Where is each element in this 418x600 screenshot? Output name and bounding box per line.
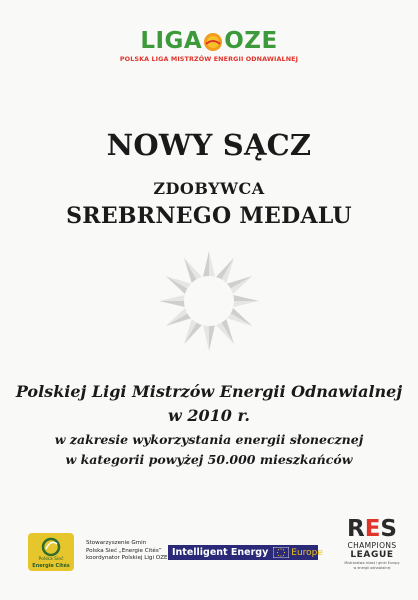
star-center [184,276,234,326]
res-small1: Mistrzostwa miast i gmin Europy [344,561,400,565]
liga-oze-wordmark [140,30,277,53]
res-s: S [380,516,397,542]
liga-oze-logo [0,30,418,63]
association-line1: Stowarzyszenie Gmin [86,540,147,546]
scope-line: w zakresie wykorzystania energii słonecznej [54,432,364,447]
year-line: w 2010 r. [168,406,250,425]
medal-label: SREBRNEGO MEDALU [66,203,352,229]
sun-icon [203,32,223,52]
energie-cites-logo [28,533,74,571]
association-text [86,540,168,563]
pse-logo-line1: Polska Sieć [38,557,64,562]
res-small2: w energii odnawialnej [353,566,391,571]
res-wordmark [344,518,400,540]
res-r: R [346,516,365,542]
res-e: E [364,516,381,542]
wordmark-left: LIGA [140,28,203,54]
category-line: w kategorii powyżej 50.000 mieszkańców [65,452,353,467]
city-title: NOWY SĄCZ [106,128,312,162]
leaf-ring-icon [40,537,62,557]
logo-subtitle: POLSKA LIGA MISTRZÓW ENERGII ODNAWIALNEJ [119,55,299,63]
wordmark-right: OZE [224,28,278,54]
eu-flag-icon [273,547,289,558]
res-champions-league-logo [344,518,400,570]
intelligent-energy-suffix: Europe [291,547,323,558]
winner-label: ZDOBYWCA [153,179,265,198]
league-line: Polskiej Ligi Mistrzów Energii Odnawialnej [15,382,403,401]
res-line2: LEAGUE [350,550,394,560]
association-line3: koordynator Polskiej Ligi OZE [86,555,168,562]
pse-logo-line2: Energie Cités [32,563,70,569]
association-line2: Polska Sieć „Energie Cités” [86,547,162,554]
res-line1: CHAMPIONS [347,541,397,550]
intelligent-energy-label: Intelligent Energy [172,547,269,558]
silver-star-icon [157,249,261,353]
intelligent-energy-logo [168,545,323,560]
